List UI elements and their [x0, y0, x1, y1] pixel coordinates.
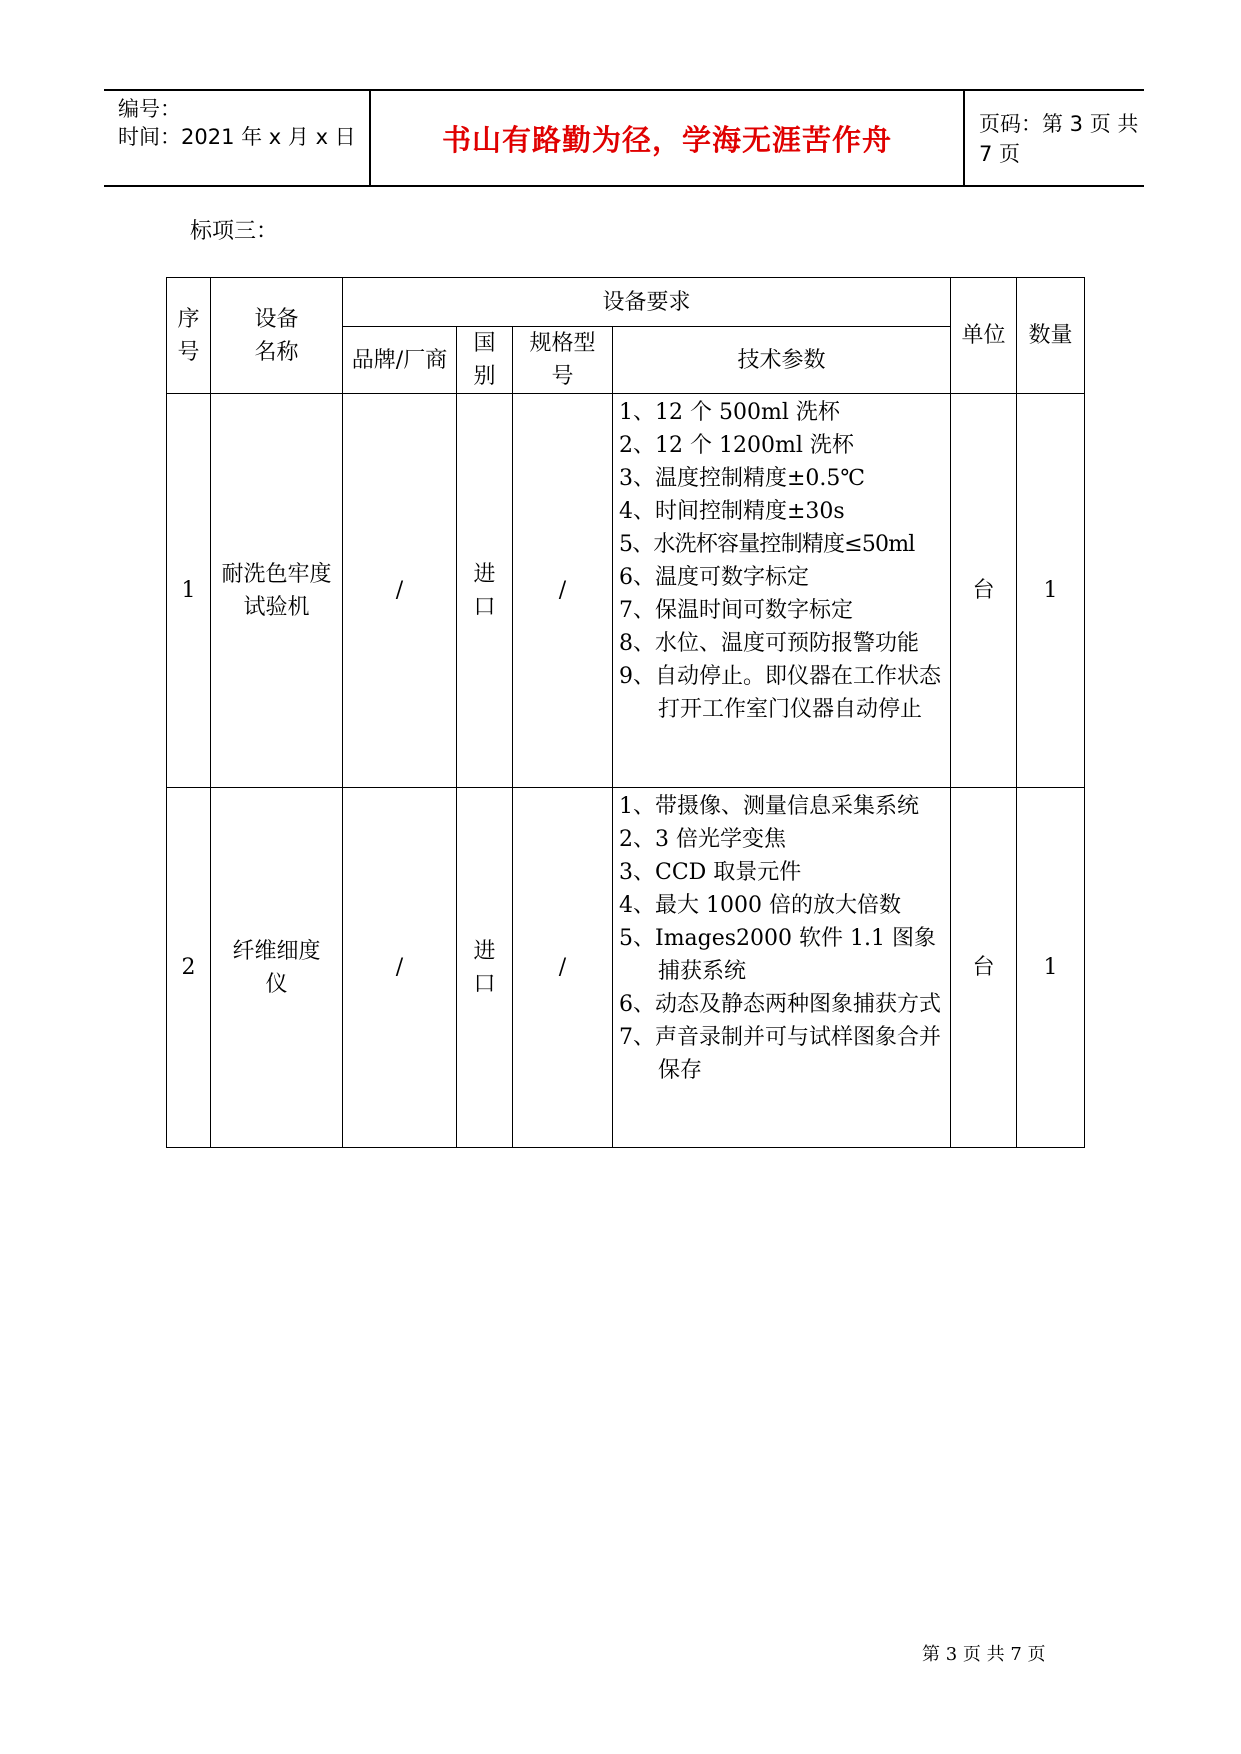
- tech-item: 2、3 倍光学变焦: [619, 827, 786, 852]
- header-quantity: 数量: [1017, 278, 1085, 394]
- cell-tech: [613, 394, 951, 788]
- cell-quantity: 1: [1017, 394, 1085, 788]
- section-title: 标项三：: [190, 219, 279, 244]
- header-model: [513, 327, 613, 394]
- tech-item: 4、时间控制精度±30s: [619, 499, 845, 524]
- cell-unit: 台: [951, 788, 1017, 1148]
- page-header: [104, 89, 1144, 187]
- tech-item: 7、保温时间可数字标定: [619, 598, 853, 623]
- cell-quantity: 1: [1017, 788, 1085, 1148]
- cell-brand: /: [343, 788, 457, 1148]
- cell-name: [211, 788, 343, 1148]
- cell-seq: 1: [167, 394, 211, 788]
- tech-item: 1、12 个 500ml 洗杯: [619, 400, 840, 425]
- tech-item: 5、Images2000 软件 1.1 图象捕获系统: [619, 926, 937, 984]
- tech-item: 4、最大 1000 倍的放大倍数: [619, 893, 901, 918]
- cell-country: [457, 394, 513, 788]
- tech-item: 3、CCD 取景元件: [619, 860, 802, 885]
- header-equipment-name: [211, 278, 343, 394]
- header-model-text: 规格型 号: [529, 331, 596, 389]
- cell-name-text: 耐洗色牢度 试验机: [221, 561, 332, 620]
- cell-model: /: [513, 394, 613, 788]
- tech-item: 2、12 个 1200ml 洗杯: [619, 433, 854, 458]
- header-unit: 单位: [951, 278, 1017, 394]
- header-country: [457, 327, 513, 394]
- cell-tech: [613, 788, 951, 1148]
- cell-country-text: 进 口: [473, 938, 496, 997]
- tech-item: 6、温度可数字标定: [619, 565, 809, 590]
- header-requirements: 设备要求: [343, 278, 951, 327]
- header-seq: [167, 278, 211, 394]
- time-label: 时间：2021 年 x 月 x 日: [118, 125, 356, 149]
- header-motto: [371, 91, 965, 185]
- cell-unit: 台: [951, 394, 1017, 788]
- page-footer: 第 3 页 共 7 页: [922, 1644, 1046, 1665]
- cell-seq: 2: [167, 788, 211, 1148]
- header-equipment-name-text: 设备 名称: [254, 306, 299, 365]
- tech-item: 6、动态及静态两种图象捕获方式: [619, 992, 941, 1017]
- header-country-text: 国 别: [473, 331, 496, 389]
- cell-brand: /: [343, 394, 457, 788]
- cell-name-text: 纤维细度 仪: [232, 938, 321, 997]
- tech-item: 5、水洗杯容量控制精度≤50ml: [619, 532, 915, 557]
- header-row-1: [167, 278, 1085, 327]
- header-seq-text: 序 号: [177, 306, 200, 365]
- header-page-info: [965, 91, 1144, 185]
- header-tech-params: 技术参数: [613, 327, 951, 394]
- cell-model: /: [513, 788, 613, 1148]
- header-brand: 品牌/厂商: [343, 327, 457, 394]
- cell-country: [457, 788, 513, 1148]
- page-label: 页码：第 3 页 共 7 页: [979, 112, 1139, 166]
- cell-name: [211, 394, 343, 788]
- motto-text: 书山有路勤为径，学海无涯苦作舟: [441, 122, 892, 157]
- header-meta: [104, 91, 371, 185]
- serial-label: 编号：: [118, 97, 181, 121]
- tech-item: 9、自动停止。即仪器在工作状态打开工作室门仪器自动停止: [619, 664, 941, 722]
- table-row: [167, 788, 1085, 1148]
- tech-item: 3、温度控制精度±0.5℃: [619, 466, 866, 491]
- tech-item: 8、水位、温度可预防报警功能: [619, 631, 919, 656]
- equipment-table: [166, 277, 1085, 1148]
- tech-item: 7、声音录制并可与试样图象合并保存: [619, 1025, 941, 1083]
- tech-item: 1、带摄像、测量信息采集系统: [619, 794, 919, 819]
- cell-country-text: 进 口: [473, 561, 496, 620]
- table-row: [167, 394, 1085, 788]
